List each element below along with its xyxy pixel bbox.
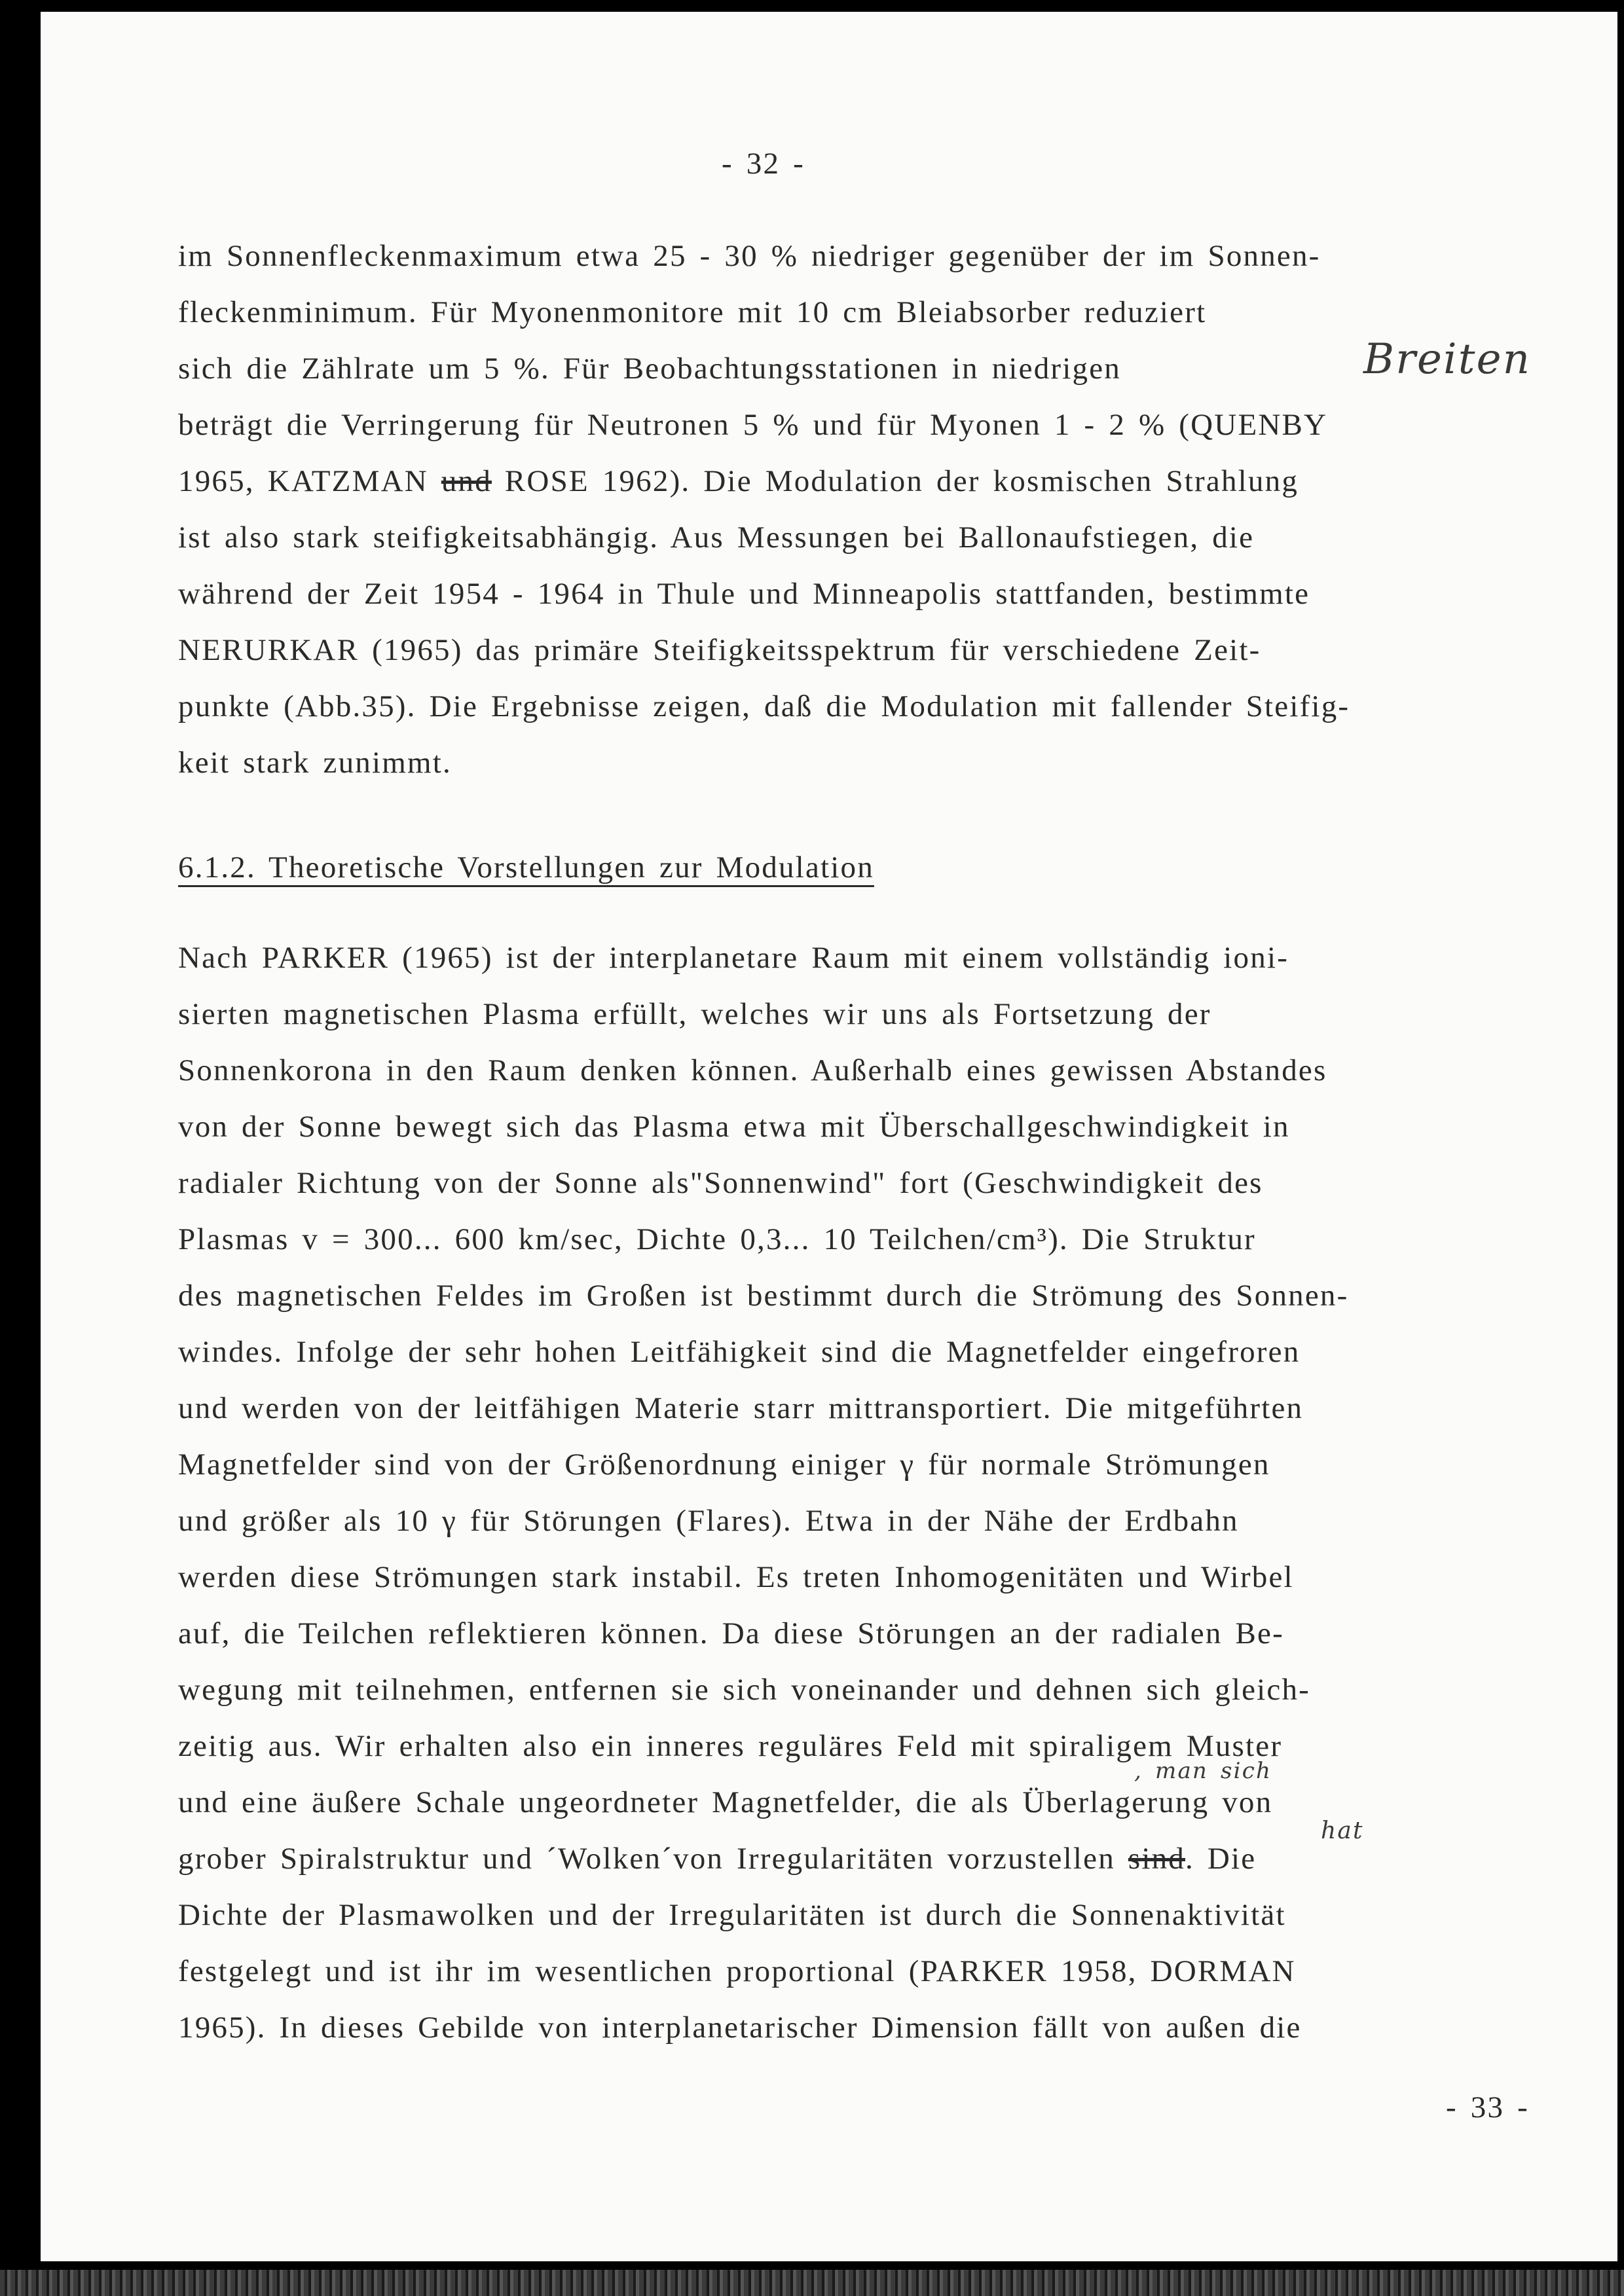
- text-line-content: und eine äußere Schale ungeordneter Magnetfelder, die als Überlagerung von: [178, 1785, 1273, 1819]
- text-line-content: . Die: [1185, 1842, 1257, 1876]
- text-line: während der Zeit 1954 - 1964 in Thule und Minneapolis stattfanden, bestimmte: [178, 577, 1310, 611]
- handwritten-breiten: Breiten: [1363, 335, 1532, 384]
- text-line: des magnetischen Feldes im Großen ist bestimmt durch die Strömung des Sonnen-: [178, 1279, 1349, 1313]
- text-line: fleckenminimum. Für Myonenmonitore mit 10 cm Bleiabsorber reduziert: [178, 295, 1207, 329]
- text-line: zeitig aus. Wir erhalten also ein inneres reguläres Feld mit spiraligem Muster: [178, 1729, 1283, 1763]
- text-line: im Sonnenfleckenmaximum etwa 25 - 30 % niedriger gegenüber der im Sonnen-: [178, 239, 1321, 273]
- text-line: und werden von der leitfähigen Materie starr mittransportiert. Die mitgeführten: [178, 1391, 1304, 1425]
- text-line: Magnetfelder sind von der Größenordnung einiger γ für normale Strömungen: [178, 1448, 1270, 1482]
- text-line-content: sich die Zählrate um 5 %. Für Beobachtungsstationen in niedrigen: [178, 352, 1122, 386]
- text-line: von der Sonne bewegt sich das Plasma etwa mit Überschallgeschwindigkeit in: [178, 1110, 1290, 1144]
- text-line: NERURKAR (1965) das primäre Steifigkeitsspektrum für verschiedene Zeit-: [178, 633, 1261, 667]
- text-line: festgelegt und ist ihr im wesentlichen proportional (PARKER 1958, DORMAN: [178, 1954, 1296, 1988]
- text-line-content: ROSE 1962). Die Modulation der kosmischen Strahlung: [491, 464, 1299, 498]
- text-line: keit stark zunimmt.: [178, 746, 452, 780]
- text-line: 1965). In dieses Gebilde von interplanetarischer Dimension fällt von außen die: [178, 2011, 1302, 2045]
- handwritten-hat: hat: [1321, 1817, 1364, 1844]
- next-page-marker: - 33 -: [1445, 2090, 1529, 2124]
- text-line: wegung mit teilnehmen, entfernen sie sich voneinander und dehnen sich gleich-: [178, 1673, 1311, 1707]
- scan-border: [1617, 0, 1624, 2296]
- struck-word: sind: [1128, 1842, 1185, 1876]
- text-line-content: 1965, KATZMAN: [178, 464, 441, 498]
- text-line: Plasmas v = 300... 600 km/sec, Dichte 0,3... 10 Teilchen/cm³). Die Struktur: [178, 1222, 1256, 1256]
- text-line: windes. Infolge der sehr hohen Leitfähigkeit sind die Magnetfelder eingefroren: [178, 1335, 1301, 1369]
- paragraph-modulation-results: [178, 228, 1532, 791]
- text-line: [178, 453, 1350, 509]
- section-heading-text: 6.1.2. Theoretische Vorstellungen zur Modulation: [178, 850, 874, 884]
- text-line: [178, 335, 1532, 397]
- text-line: Nach PARKER (1965) ist der interplanetare Raum mit einem vollständig ioni-: [178, 941, 1289, 975]
- scan-artifact-strip: [0, 2270, 1624, 2296]
- paragraph-parker-theory: [178, 930, 1364, 2056]
- text-line: und größer als 10 γ für Störungen (Flares). Etwa in der Nähe der Erdbahn: [178, 1504, 1239, 1538]
- text-line: radialer Richtung von der Sonne als"Sonnenwind" fort (Geschwindigkeit des: [178, 1166, 1263, 1200]
- text-line: Dichte der Plasmawolken und der Irregularitäten ist durch die Sonnenaktivität: [178, 1898, 1286, 1932]
- handwritten-man-sich: , man sich: [1134, 1758, 1272, 1784]
- text-line: auf, die Teilchen reflektieren können. Da diese Störungen an der radialen Be-: [178, 1616, 1284, 1650]
- text-line-content: grober Spiralstruktur und ´Wolken´von Irregularitäten vorzustellen: [178, 1842, 1128, 1876]
- text-line: punkte (Abb.35). Die Ergebnisse zeigen, daß die Modulation mit fallender Steifig-: [178, 689, 1350, 723]
- document-page: [41, 12, 1617, 2261]
- section-heading: [178, 850, 874, 885]
- text-line: Sonnenkorona in den Raum denken können. Außerhalb eines gewissen Abstandes: [178, 1053, 1327, 1087]
- text-line: werden diese Strömungen stark instabil. Es treten Inhomogenitäten und Wirbel: [178, 1560, 1294, 1594]
- text-line: [178, 1817, 1364, 1887]
- text-line: ist also stark steifigkeitsabhängig. Aus Messungen bei Ballonaufstiegen, die: [178, 520, 1255, 555]
- struck-word: und: [441, 464, 492, 498]
- text-line: beträgt die Verringerung für Neutronen 5 % und für Myonen 1 - 2 % (QUENBY: [178, 408, 1328, 442]
- page-number: - 32 -: [722, 147, 805, 181]
- text-line: [178, 1758, 1348, 1831]
- text-line: sierten magnetischen Plasma erfüllt, welches wir uns als Fortsetzung der: [178, 997, 1211, 1031]
